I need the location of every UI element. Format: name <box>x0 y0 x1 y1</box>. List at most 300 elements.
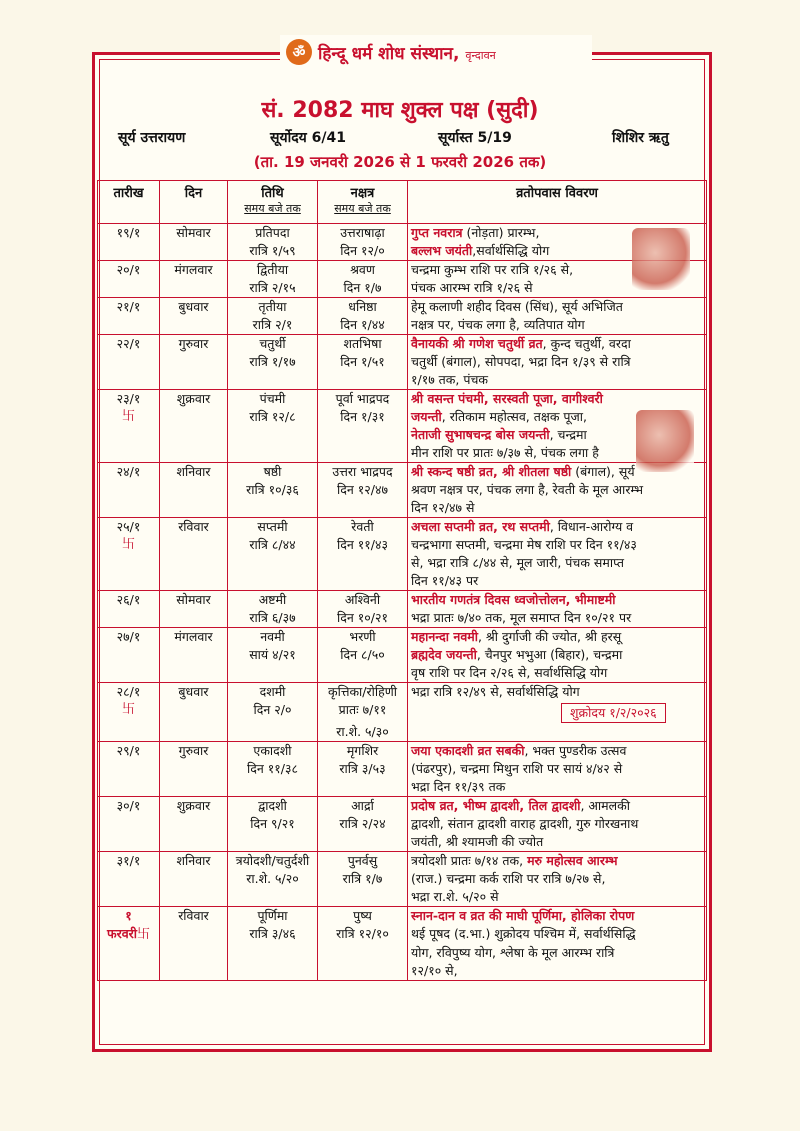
cell-day: गुरुवार <box>160 742 228 761</box>
table-row <box>98 852 707 871</box>
cell-tithi: सप्तमी <box>228 518 318 537</box>
cell-nakshatra: दिन १२/४७ <box>318 481 408 499</box>
table-row <box>98 591 707 610</box>
cell-details <box>408 852 707 871</box>
cell-nakshatra: प्रातः ७/११ <box>318 701 408 723</box>
detail-segment: मरु महोत्सव आरम्भ <box>527 853 618 868</box>
table-row <box>98 554 707 572</box>
table-row <box>98 242 707 261</box>
cell-details <box>408 664 707 683</box>
cell-details <box>408 646 707 664</box>
org-place: वृन्दावन <box>465 48 496 62</box>
cell-tithi: तृतीया <box>228 298 318 317</box>
cell-tithi <box>228 499 318 518</box>
detail-segment: दिन ११/४३ पर <box>411 573 479 588</box>
detail-segment: , श्री दुर्गाजी की ज्योत, श्री हरसू <box>477 629 622 644</box>
sunset: सूर्यास्त 5/19 <box>438 130 512 146</box>
date-text: ३१/१ <box>116 853 141 868</box>
cell-date <box>98 463 160 482</box>
cell-day: शुक्रवार <box>160 797 228 816</box>
cell-day: रविवार <box>160 518 228 537</box>
cell-nakshatra: रा.शे. ५/३० <box>318 723 408 741</box>
date-text: २८/१ <box>116 684 141 699</box>
cell-nakshatra: दिन १/५१ <box>318 353 408 371</box>
cell-day <box>160 353 228 371</box>
cell-day <box>160 481 228 499</box>
cell-date <box>98 390 160 409</box>
detail-segment: त्रयोदशी प्रातः ७/१४ तक, <box>411 853 528 868</box>
date-range: (ता. 19 जनवरी 2026 से 1 फरवरी 2026 तक) <box>253 153 547 171</box>
cell-details <box>408 572 707 591</box>
cell-day <box>160 944 228 962</box>
cell-date <box>98 499 160 518</box>
cell-details <box>408 518 707 537</box>
swastik-icon: 卐 <box>121 702 135 717</box>
cell-nakshatra: दिन १/४४ <box>318 316 408 335</box>
cell-tithi: एकादशी <box>228 742 318 761</box>
cell-date <box>98 316 160 335</box>
table-row <box>98 833 707 852</box>
detail-segment: , चैनपुर भभुआ (बिहार), चन्द्रमा <box>476 647 623 662</box>
cell-nakshatra: रात्रि ३/५३ <box>318 760 408 778</box>
cell-nakshatra: दिन १/७ <box>318 279 408 298</box>
cell-details <box>408 499 707 518</box>
detail-segment: जयन्ती <box>411 409 442 424</box>
table-row <box>98 870 707 888</box>
cell-day <box>160 815 228 833</box>
cell-date <box>98 628 160 647</box>
cell-date <box>98 298 160 317</box>
detail-segment: महानन्दा नवमी <box>411 629 478 644</box>
cell-day <box>160 554 228 572</box>
detail-segment: दिन १२/४७ से <box>411 500 475 515</box>
table-row <box>98 224 707 243</box>
cell-details <box>408 609 707 628</box>
cell-details <box>408 778 707 797</box>
detail-segment: स्नान-दान व व्रत की माघी पूर्णिमा, होलिका रोपण <box>411 908 635 923</box>
cell-day <box>160 701 228 723</box>
saraswati-image <box>636 410 694 472</box>
detail-segment: , विधान-आरोग्य व <box>549 519 634 534</box>
date-text: २१/१ <box>116 299 141 314</box>
cell-tithi <box>228 778 318 797</box>
cell-tithi: रात्रि ६/३७ <box>228 609 318 628</box>
cell-day: मंगलवार <box>160 628 228 647</box>
cell-date <box>98 833 160 852</box>
cell-tithi <box>228 572 318 591</box>
cell-tithi: दिन ९/२१ <box>228 815 318 833</box>
cell-nakshatra <box>318 554 408 572</box>
table-row <box>98 925 707 944</box>
table-row <box>98 797 707 816</box>
cell-day <box>160 408 228 426</box>
cell-date <box>98 279 160 298</box>
table-row <box>98 944 707 962</box>
cell-tithi: रात्रि १/१७ <box>228 353 318 371</box>
cell-nakshatra <box>318 962 408 981</box>
detail-segment: भद्रा रात्रि १२/४९ से, सर्वार्थसिद्धि योग <box>411 684 580 699</box>
date-text: २४/१ <box>116 464 141 479</box>
cell-date <box>98 815 160 833</box>
table-row <box>98 572 707 591</box>
table-row <box>98 628 707 647</box>
date-text: ३०/१ <box>116 798 141 813</box>
sun-direction: सूर्य उत्तरायण <box>118 130 186 146</box>
cell-date <box>98 335 160 354</box>
detail-segment: (नोड़ता) प्रारम्भ, <box>462 225 540 240</box>
detail-segment: नक्षत्र पर, पंचक लगा है, व्यतिपात योग <box>411 317 585 332</box>
cell-date <box>98 426 160 444</box>
col-tithi: तिथि समय बजे तक <box>228 181 318 224</box>
cell-nakshatra <box>318 944 408 962</box>
cell-day <box>160 279 228 298</box>
cell-details <box>408 760 707 778</box>
cell-tithi: पंचमी <box>228 390 318 409</box>
cell-nakshatra <box>318 888 408 907</box>
cell-tithi <box>228 554 318 572</box>
cell-tithi <box>228 888 318 907</box>
cell-tithi <box>228 664 318 683</box>
cell-details <box>408 335 707 354</box>
cell-tithi <box>228 426 318 444</box>
cell-tithi: दिन ११/३८ <box>228 760 318 778</box>
cell-tithi: चतुर्थी <box>228 335 318 354</box>
cell-details <box>408 371 707 390</box>
detail-segment: श्री वसन्त पंचमी, सरस्वती पूजा, वागीश्वरी <box>411 391 603 406</box>
cell-nakshatra: शतभिषा <box>318 335 408 354</box>
cell-day <box>160 572 228 591</box>
date-text: २५/१ <box>116 519 141 534</box>
detail-segment: गुप्त नवरात्र <box>411 225 463 240</box>
cell-day <box>160 888 228 907</box>
table-row <box>98 426 707 444</box>
cell-details <box>408 907 707 926</box>
detail-segment: भद्रा दिन ११/३९ तक <box>411 779 506 794</box>
cell-tithi: पूर्णिमा <box>228 907 318 926</box>
cell-date <box>98 742 160 761</box>
cell-nakshatra: दिन ८/५० <box>318 646 408 664</box>
cell-day: मंगलवार <box>160 261 228 280</box>
cell-details <box>408 683 707 702</box>
detail-segment: जयंती, श्री श्यामजी की ज्योत <box>411 834 544 849</box>
cell-details <box>408 701 707 723</box>
cell-details <box>408 833 707 852</box>
cell-details <box>408 797 707 816</box>
cell-day: शनिवार <box>160 852 228 871</box>
cell-date <box>98 907 160 926</box>
cell-nakshatra: दिन १/३१ <box>318 408 408 426</box>
detail-segment: द्वादशी, संतान द्वादशी वाराह द्वादशी, गुरु गोरखनाथ <box>411 816 639 831</box>
cell-details <box>408 888 707 907</box>
cell-details <box>408 390 707 409</box>
cell-nakshatra: उत्तरा भाद्रपद <box>318 463 408 482</box>
cell-nakshatra <box>318 499 408 518</box>
cell-tithi: नवमी <box>228 628 318 647</box>
cell-nakshatra: धनिष्ठा <box>318 298 408 317</box>
detail-segment: भारतीय गणतंत्र दिवस ध्वजोत्तोलन, भीमाष्टमी <box>411 592 616 607</box>
cell-tithi: रात्रि २/१५ <box>228 279 318 298</box>
cell-nakshatra: भरणी <box>318 628 408 647</box>
detail-segment: मीन राशि पर प्रातः ७/३७ से, पंचक लगा है <box>411 445 599 460</box>
cell-day: बुधवार <box>160 683 228 702</box>
cell-nakshatra: आर्द्रा <box>318 797 408 816</box>
cell-nakshatra: दिन १०/२१ <box>318 609 408 628</box>
table-row <box>98 683 707 702</box>
table-row <box>98 335 707 354</box>
date-text: १ <box>125 908 132 923</box>
col-date: तारीख <box>98 181 160 224</box>
cell-day <box>160 646 228 664</box>
col-nakshatra: नक्षत्र समय बजे तक <box>318 181 408 224</box>
cell-nakshatra: पुनर्वसु <box>318 852 408 871</box>
cell-day <box>160 426 228 444</box>
cell-tithi: सायं ४/२१ <box>228 646 318 664</box>
cell-details <box>408 723 707 741</box>
cell-nakshatra <box>318 572 408 591</box>
detail-segment: १२/१० से, <box>411 963 458 978</box>
table-row <box>98 371 707 390</box>
detail-segment: भद्रा रा.शे. ५/२० से <box>411 889 499 904</box>
cell-date <box>98 518 160 537</box>
cell-day <box>160 499 228 518</box>
cell-tithi <box>228 371 318 390</box>
detail-segment: वृष राशि पर दिन २/२६ से, सर्वार्थसिद्धि योग <box>411 665 608 680</box>
cell-date <box>98 242 160 261</box>
cell-details <box>408 742 707 761</box>
cell-date <box>98 572 160 591</box>
cell-date <box>98 962 160 981</box>
cell-day <box>160 536 228 554</box>
cell-day <box>160 778 228 797</box>
cell-details <box>408 591 707 610</box>
cell-date <box>98 760 160 778</box>
cell-tithi: रात्रि १२/८ <box>228 408 318 426</box>
detail-segment: (पंढरपुर), चन्द्रमा मिथुन राशि पर सायं ४/४२ से <box>411 761 623 776</box>
season: शिशिर ऋतु <box>612 130 669 146</box>
table-row <box>98 481 707 499</box>
cell-tithi: रा.शे. ५/२० <box>228 870 318 888</box>
cell-details <box>408 628 707 647</box>
table-row <box>98 316 707 335</box>
cell-nakshatra <box>318 833 408 852</box>
detail-segment: बल्लभ जयंती <box>411 243 473 258</box>
cell-day <box>160 925 228 944</box>
cell-tithi <box>228 723 318 741</box>
detail-segment: योग, रविपुष्य योग, श्लेषा के मूल आरम्भ रात्रि <box>411 945 615 960</box>
date-text: २०/१ <box>116 262 141 277</box>
detail-segment: वैनायकी श्री गणेश चतुर्थी व्रत <box>411 336 543 351</box>
cell-nakshatra: श्रवण <box>318 261 408 280</box>
cell-nakshatra: पूर्वा भाद्रपद <box>318 390 408 409</box>
cell-date <box>98 797 160 816</box>
swastik-icon: 卐 <box>121 409 135 424</box>
detail-segment: भद्रा प्रातः ७/४० तक, मूल समाप्त दिन १०/२१ पर <box>411 610 632 625</box>
cell-nakshatra: रात्रि २/२४ <box>318 815 408 833</box>
cell-nakshatra: दिन ११/४३ <box>318 536 408 554</box>
cell-day: सोमवार <box>160 591 228 610</box>
detail-segment: , रतिकाम महोत्सव, तक्षक पूजा, <box>441 409 587 424</box>
table-row <box>98 463 707 482</box>
cell-day <box>160 316 228 335</box>
date-text: १९/१ <box>116 225 141 240</box>
cell-tithi: षष्ठी <box>228 463 318 482</box>
detail-segment: पंचक आरम्भ रात्रि १/२६ से <box>411 280 533 295</box>
cell-details <box>408 870 707 888</box>
cell-nakshatra <box>318 371 408 390</box>
cell-details <box>408 316 707 335</box>
detail-segment: ,सर्वार्थसिद्धि योग <box>472 243 550 258</box>
cell-date <box>98 609 160 628</box>
table-row <box>98 723 707 741</box>
detail-segment: ब्रह्मदेव जयन्ती <box>411 647 477 662</box>
cell-details <box>408 481 707 499</box>
table-row <box>98 536 707 554</box>
table-row <box>98 609 707 628</box>
table-row <box>98 962 707 981</box>
cell-details <box>408 925 707 944</box>
cell-day: शनिवार <box>160 463 228 482</box>
cell-tithi: द्वादशी <box>228 797 318 816</box>
detail-segment: जया एकादशी व्रत सबकी <box>411 743 525 758</box>
detail-segment: चन्द्रमा कुम्भ राशि पर रात्रि १/२६ से, <box>411 262 574 277</box>
table-row <box>98 279 707 298</box>
cell-date <box>98 683 160 702</box>
cell-date <box>98 261 160 280</box>
detail-segment: श्रवण नक्षत्र पर, पंचक लगा है, रेवती के मूल आरम्भ <box>411 482 643 497</box>
cell-day <box>160 242 228 261</box>
table-row <box>98 261 707 280</box>
cell-date <box>98 646 160 664</box>
detail-segment: हेमू कलाणी शहीद दिवस (सिंध), सूर्य अभिजित <box>411 299 623 314</box>
cell-tithi: प्रतिपदा <box>228 224 318 243</box>
cell-tithi: दशमी <box>228 683 318 702</box>
cell-tithi: अष्टमी <box>228 591 318 610</box>
cell-details <box>408 815 707 833</box>
detail-segment: चतुर्थी (बंगाल), सोपपदा, भद्रा दिन १/३९ से रात्रि <box>411 354 631 369</box>
cell-details <box>408 554 707 572</box>
cell-date <box>98 371 160 390</box>
date-text: २६/१ <box>116 592 141 607</box>
ganesha-image <box>632 228 690 290</box>
swastik-icon: 卐 <box>121 537 135 552</box>
cell-date <box>98 870 160 888</box>
cell-day <box>160 962 228 981</box>
cell-day <box>160 723 228 741</box>
table-row <box>98 907 707 926</box>
cell-date <box>98 778 160 797</box>
table-row <box>98 298 707 317</box>
cell-nakshatra <box>318 778 408 797</box>
cell-day <box>160 870 228 888</box>
date-text: २९/१ <box>116 743 141 758</box>
table-row <box>98 888 707 907</box>
org-name: हिन्दू धर्म शोध संस्थान, वृन्दावन <box>318 43 496 64</box>
cell-day <box>160 609 228 628</box>
cell-tithi: रात्रि ८/४४ <box>228 536 318 554</box>
org-logo <box>280 35 592 69</box>
detail-segment: चन्द्रभागा सप्तमी, चन्द्रमा मेष राशि पर दिन ११/४३ <box>411 537 637 552</box>
swastik-icon: 卐 <box>137 927 151 942</box>
cell-tithi <box>228 962 318 981</box>
cell-details <box>408 536 707 554</box>
cell-day <box>160 664 228 683</box>
table-row <box>98 760 707 778</box>
table-row <box>98 499 707 518</box>
cell-date <box>98 925 160 944</box>
cell-details <box>408 962 707 981</box>
cell-nakshatra: रात्रि १२/१० <box>318 925 408 944</box>
table-row <box>98 353 707 371</box>
cell-nakshatra: दिन १२/० <box>318 242 408 261</box>
cell-tithi: द्वितीया <box>228 261 318 280</box>
detail-segment: १/१७ तक, पंचक <box>411 372 488 387</box>
cell-date <box>98 944 160 962</box>
cell-nakshatra <box>318 664 408 683</box>
cell-date <box>98 444 160 463</box>
venus-rise-box: शुक्रोदय १/२/२०२६ <box>561 703 666 723</box>
col-details: व्रतोपवास विवरण <box>408 181 707 224</box>
table-row <box>98 778 707 797</box>
date-text: २३/१ <box>116 391 141 406</box>
date-text: २२/१ <box>116 336 141 351</box>
cell-day: सोमवार <box>160 224 228 243</box>
cell-tithi: रात्रि १/५९ <box>228 242 318 261</box>
detail-segment: , चन्द्रमा <box>549 427 587 442</box>
cell-tithi: दिन २/० <box>228 701 318 723</box>
cell-nakshatra: रात्रि १/७ <box>318 870 408 888</box>
cell-tithi <box>228 444 318 463</box>
cell-nakshatra: पुष्य <box>318 907 408 926</box>
detail-segment: से, भद्रा रात्रि ८/४४ से, मूल जारी, पंचक समाप्त <box>411 555 625 570</box>
detail-segment: श्री स्कन्द षष्ठी व्रत, श्री शीतला षष्ठी <box>411 464 572 479</box>
table-row <box>98 815 707 833</box>
table-row <box>98 701 707 723</box>
cell-nakshatra: अश्विनी <box>318 591 408 610</box>
cell-date <box>98 536 160 554</box>
cell-date <box>98 554 160 572</box>
cell-nakshatra <box>318 426 408 444</box>
cell-day <box>160 760 228 778</box>
cell-nakshatra <box>318 444 408 463</box>
cell-day <box>160 833 228 852</box>
cell-details <box>408 944 707 962</box>
cell-date <box>98 591 160 610</box>
page-title: सं. 2082 माघ शुक्ल पक्ष (सुदी) <box>261 98 539 123</box>
cell-date <box>98 888 160 907</box>
cell-date <box>98 408 160 426</box>
detail-segment: (बंगाल), सूर्य <box>571 464 635 479</box>
sunrise: सूर्योदय 6/41 <box>270 130 346 146</box>
cell-details <box>408 298 707 317</box>
date-text: २७/१ <box>116 629 141 644</box>
cell-details <box>408 353 707 371</box>
detail-segment: नेताजी सुभाषचन्द्र बोस जयन्ती <box>411 427 550 442</box>
cell-day: बुधवार <box>160 298 228 317</box>
table-row <box>98 408 707 426</box>
cell-date <box>98 353 160 371</box>
detail-segment: अचला सप्तमी व्रत, रथ सप्तमी <box>411 519 550 534</box>
detail-segment: , कुन्द चतुर्थी, वरदा <box>542 336 631 351</box>
detail-segment: थई पूषद (द.भा.) शुक्रोदय पश्चिम में, सर्वार्थसिद्धि <box>411 926 636 941</box>
month-text: फरवरी <box>106 926 138 941</box>
cell-day: रविवार <box>160 907 228 926</box>
table-row <box>98 444 707 463</box>
table-header <box>98 181 707 224</box>
cell-day: गुरुवार <box>160 335 228 354</box>
table-row <box>98 390 707 409</box>
detail-segment: , भक्त पुण्डरीक उत्सव <box>524 743 627 758</box>
om-icon: ॐ <box>286 39 312 65</box>
